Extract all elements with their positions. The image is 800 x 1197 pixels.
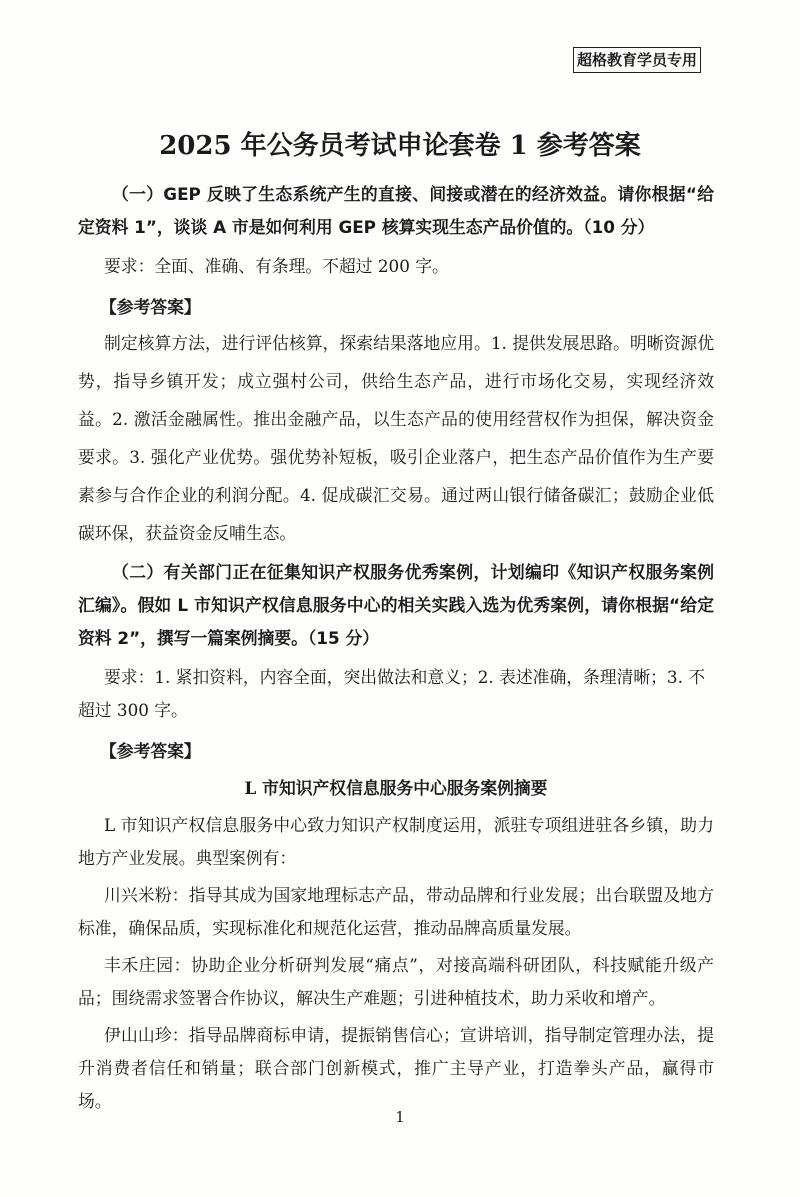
case-summary-title: L 市知识产权信息服务中心服务案例摘要 bbox=[244, 778, 548, 798]
question-2-answer-heading: 【参考答案】 bbox=[100, 741, 201, 761]
question-2: （二）有关部门正在征集知识产权服务优秀案例，计划编印《知识产权服务案例汇编》。假如 L 市知识产权信息服务中心的相关实践入选为优秀案例，请你根据“给定资料 2”，撰写一篇案例摘要。（15 分） bbox=[78, 562, 714, 648]
question-1-answer: 制定核算方法，进行评估核算，探索结果落地应用。1. 提供发展思路。明晰资源优势，指导乡镇开发；成立强村公司，供给生态产品，进行市场化交易，实现经济效益。2. 激活金融属性。推出金融产品，以生态产品的使用经营权作为担保，解决资金要求。3. 强化产业优势。强优势补短板，吸引企业落户，把生态产品价值作为生产要素参与合作企业的利润分配。4. 促成碳汇交易。通过两山银行储备碳汇；鼓励企业低碳环保，获益资金反哺生态。 bbox=[78, 333, 714, 543]
case-paragraph: 川兴米粉：指导其成为国家地理标志产品，带动品牌和行业发展；出台联盟及地方标准，确保品质，实现标准化和规范化运营，推动品牌高质量发展。 bbox=[78, 885, 714, 938]
question-1-requirement: 要求：全面、准确、有条理。不超过 200 字。 bbox=[104, 256, 449, 276]
question-1: （一）GEP 反映了生态系统产生的直接、间接或潜在的经济效益。请你根据“给定资料 1”，谈谈 A 市是如何利用 GEP 核算实现生态产品价值的。（10 分） bbox=[78, 184, 714, 237]
page-title: 2025 年公务员考试申论套卷 1 参考答案 bbox=[159, 131, 641, 161]
case-paragraph: 丰禾庄园：协助企业分析研判发展“痛点”，对接高端科研团队，科技赋能升级产品；围绕需求签署合作协议，解决生产难题；引进种植技术，助力采收和增产。 bbox=[78, 955, 714, 1008]
page-number: 1 bbox=[395, 1108, 405, 1126]
case-paragraph: L 市知识产权信息服务中心致力知识产权制度运用，派驻专项组进驻各乡镇，助力地方产业发展。典型案例有： bbox=[78, 815, 714, 868]
document-body bbox=[78, 178, 714, 1118]
watermark-stamp: 超格教育学员专用 bbox=[573, 47, 701, 73]
question-2-requirement: 要求：1. 紧扣资料，内容全面，突出做法和意义；2. 表述准确，条理清晰；3. 不超过 300 字。 bbox=[78, 667, 706, 720]
case-paragraph: 伊山山珍：指导品牌商标申请，提振销售信心；宣讲培训，指导制定管理办法，提升消费者信任和销量；联合部门创新模式，推广主导产业，打造拳头产品，赢得市场。 bbox=[78, 1025, 714, 1111]
question-1-answer-heading: 【参考答案】 bbox=[100, 297, 201, 317]
